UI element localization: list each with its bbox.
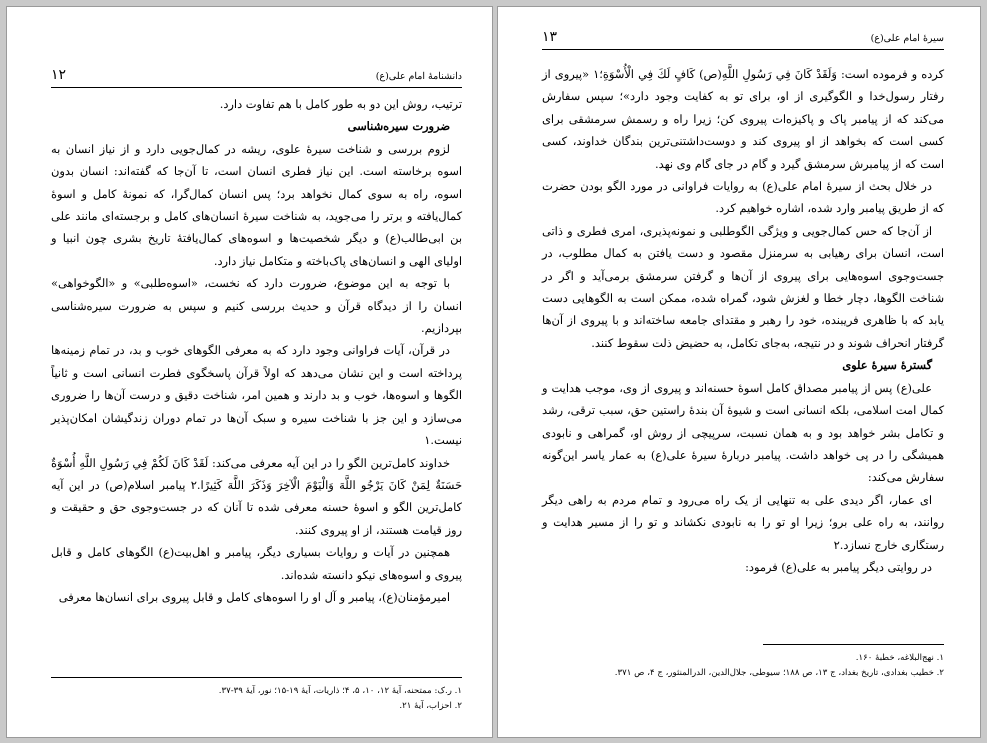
paragraph: در خلال بحث از سیرهٔ امام علی(ع) به روایات فراوانی در مورد الگو بودن حضرت که از طریق پیامبر وارد شده، اشاره خواهیم کرد. xyxy=(542,179,944,216)
paragraph: خداوند کامل‌ترین الگو را در این آیه معرفی می‌کند: لَقَدْ كَانَ لَكُمْ فِي رَسُولِ اللَّهِ أُسْوَةٌ حَسَنَةٌ لِمَنْ كَانَ يَرْجُو اللَّهَ وَالْيَوْمَ الْآخِرَ وَذَكَرَ اللَّهَ كَثِيرًا.۲ پیامبر اسلام(ص) در این آیه کامل‌ترین الگو و اسوهٔ حسنه معرفی شده تا آنان که در جست‌وجوی حق و حقیقت و روز قیامت هستند، از او پیروی کنند. xyxy=(51,455,462,537)
left-page xyxy=(6,6,493,738)
left-page-number: ۱۲ xyxy=(51,67,67,83)
left-body-text xyxy=(51,93,462,608)
right-header-title: سیرهٔ امام علی(ع) xyxy=(870,33,944,44)
paragraph: همچنین در آیات و روایات بسیاری دیگر، پیامبر و اهل‌بیت(ع) الگوهای کامل و قابل پیروی و اسوه‌های نیکو دانسته شده‌اند. xyxy=(51,545,462,582)
right-footnotes xyxy=(542,644,944,681)
right-page xyxy=(497,6,981,738)
quote-paragraph: ای عمار، اگر دیدی علی به تنهایی از یک راه می‌رود و تمام مردم به راهی دیگر روانند، به راه علی برو؛ زیرا او تو را به نابودی نکشاند و تو را از مسیر هدایت و رستگاری خارج نسازد.۲ xyxy=(542,492,944,552)
right-body-text xyxy=(542,63,944,578)
left-footnotes xyxy=(51,677,462,714)
paragraph: از آن‌جا که حس کمال‌جویی و ویژگی الگوطلبی و نمونه‌پذیری، امری فطری و ذاتی است، انسان برای رهیابی به سرمنزل مقصود و دست یافتن به کمال مطلوب، در جست‌وجوی اسوه‌هایی برای پیروی از آن‌ها و گرفتن سرمشق برمی‌آید و اگر در شناخت الگوها، دچار خطا و لغزش شود، گمراه شده، ممکن است به الگوهایی دست یابد که با ظاهری فریبنده، خود را رهبر و مقتدای جامعه ساخته‌اند و با پیروی از آن‌ها گرفتار انحراف شوند و در نتیجه، به‌جای تکامل، به حضیض ذلت سقوط کنند. xyxy=(542,223,944,350)
section-heading: گسترهٔ سیرهٔ علوی xyxy=(842,358,932,373)
section-heading: ضرورت سیره‌شناسی xyxy=(347,119,450,134)
paragraph: در روایتی دیگر پیامبر به علی(ع) فرمود: xyxy=(745,559,932,574)
left-header-title: دانشنامهٔ امام علی(ع) xyxy=(375,71,462,82)
footnote: ۲. احزاب، آیهٔ ۲۱. xyxy=(399,701,462,711)
right-running-head xyxy=(542,29,944,50)
paragraph: ترتیب، روش این دو به طور کامل با هم تفاوت دارد. xyxy=(219,97,462,111)
footnote-rule xyxy=(763,644,944,645)
right-page-number: ۱۳ xyxy=(542,29,558,45)
paragraph: کرده و فرموده است: وَلَقَدْ كَانَ فِي رَسُولِ اللَّهِ(ص) كَافٍ لَكَ فِي الْأُسْوَةِ؛۱ «پیروی از رفتار رسول‌خدا و الگوگیری از او، برای تو به کفایت وجود دارد»؛ سپس سفارش می‌کند که از پیامبر پاک و پاکیزه‌ات پیروی کن؛ زیرا راه و رسمش سرمشقی برای کسی است که بخواهد از او پیروی کند و دوست‌داشتنی‌ترین بندگان خداوند، کسی است که از پیامبرش سرمشق گیرد و گام در جای گام وی نهد. xyxy=(542,67,944,171)
paragraph: امیرمؤمنان(ع)، پیامبر و آل او را اسوه‌های کامل و قابل پیروی برای انسان‌ها معرفی xyxy=(58,589,450,604)
paragraph: لزوم بررسی و شناخت سیرهٔ علوی، ریشه در کمال‌جویی دارد و از نیاز انسان به اسوه برخاسته است. این نیاز فطری انسان است، تا آن‌جا که گفته‌اند: انسان بدون اسوه، راه به سوی کمال نخواهد برد؛ پس انسان کمال‌گرا، که نمونهٔ کامل و اسوهٔ کمال‌یافته و برتر را می‌جوید، به شناخت سیرهٔ انسان‌های کامل و برجسته‌ای مانند علی بن ابی‌طالب(ع) و دیگر شخصیت‌ها و اسوه‌های کمال‌یافتهٔ تاریخ بشری چون انبیا و اولیای الهی و انسان‌های پاک‌باخته و متکامل نیاز دارد. xyxy=(51,141,462,268)
left-running-head xyxy=(51,67,462,88)
footnote: ۱. ر.ک: ممتحنه، آیهٔ ۱۲، ۱۰، ۵، ۴؛ ذاریات، آیهٔ ۱۹-۱۵؛ نور، آیهٔ ۳۹-۳۷. xyxy=(218,686,462,696)
footnote: ۱. نهج‌البلاغه، خطبهٔ ۱۶۰. xyxy=(855,653,944,663)
footnote: ۲. خطیب بغدادی، تاریخ بغداد، ج ۱۳، ص ۱۸۸؛ سیوطی، جلال‌الدین، الدرالمنثور، ج ۴، ص ۳۷۱. xyxy=(614,668,944,678)
paragraph: علی(ع) پس از پیامبر مصداق کامل اسوهٔ حسنه‌اند و پیروی از وی، موجب هدایت و کمال امت اسلامی، بلکه انسانی است و شیوهٔ آن بندهٔ راستین حق، سبب ترقی، رشد و تکامل بشر خواهد بود و به همان نسبت، سرپیچی از روش او، گمراهی و نابودی همیشگی را در پی خواهد داشت. پیامبر دربارهٔ سیرهٔ علی(ع) به عمار یاسر این‌گونه سفارش می‌کند: xyxy=(542,380,944,485)
footnote-rule xyxy=(51,677,462,678)
paragraph: در قرآن، آیات فراوانی وجود دارد که به معرفی الگوهای خوب و بد، در تمام زمینه‌ها پرداخته است و این نشان می‌دهد که اولاً قرآن پاسخگوی فطرت انسانی است و ثانیاً الگوها و اسوه‌ها، خوب و بد دارند و همین امر، شناخت دقیق و درست آن‌ها را ضروری می‌سازد و این جز با شناخت سیره و سبک آن‌ها در تمام دوران زندگیشان امکان‌پذیر نیست.۱ xyxy=(51,343,462,448)
paragraph: با توجه به این موضوع، ضرورت دارد که نخست، «اسوه‌طلبی» و «الگوخواهی» انسان را از دیدگاه قرآن و حدیث بررسی کنیم و سپس به ضرورت سیره‌شناسی بپردازیم. xyxy=(51,276,462,336)
